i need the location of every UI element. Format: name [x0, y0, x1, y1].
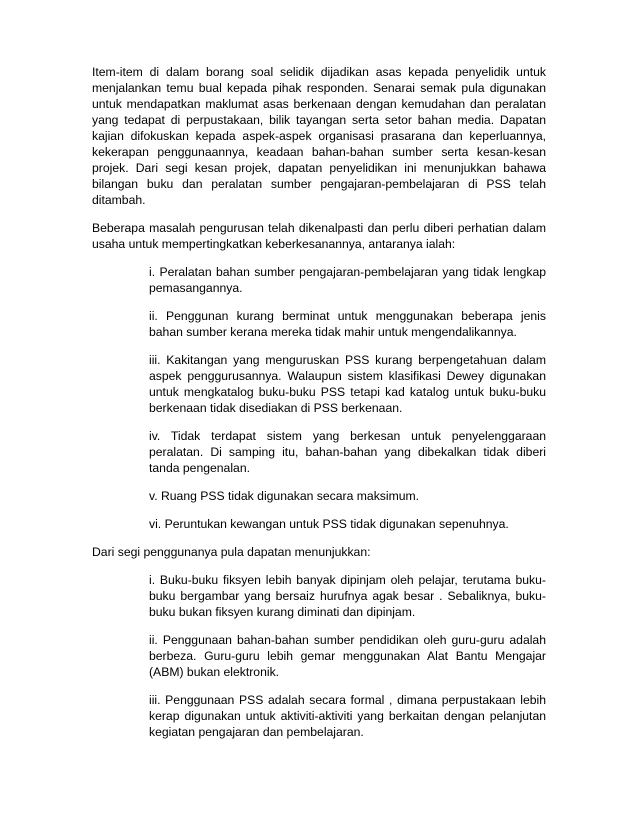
problem-item: iv. Tidak terdapat sistem yang berkesan untuk penyelenggaraan peralatan. Di samping itu, bahan-bahan yang dibekalkan tidak diberi tanda pengenalan. — [149, 429, 546, 475]
finding-item: ii. Penggunaan bahan-bahan sumber pendidikan oleh guru-guru adalah berbeza. Guru-guru lebih gemar menggunakan Alat Bantu Mengajar (ABM) bukan elektronik. — [149, 633, 546, 679]
problem-item: ii. Penggunan kurang berminat untuk menggunakan beberapa jenis bahan sumber kerana mereka tidak mahir untuk mengendalikannya. — [149, 309, 546, 339]
finding-item: iii. Penggunaan PSS adalah secara formal , dimana perpustakaan lebih kerap digunakan untuk aktiviti-aktiviti yang berkaitan dengan pelanjutan kegiatan pengajaran dan pembelajaran. — [149, 693, 546, 739]
findings-list — [92, 572, 546, 740]
problem-item: i. Peralatan bahan sumber pengajaran-pembelajaran yang tidak lengkap pemasangannya. — [149, 265, 546, 295]
problems-intro-paragraph: Beberapa masalah pengurusan telah dikenalpasti dan perlu diberi perhatian dalam usaha untuk mempertingkatkan keberkesanannya, antaranya ialah: — [92, 221, 546, 251]
findings-intro-paragraph: Dari segi penggunanya pula dapatan menunjukkan: — [92, 545, 371, 559]
problem-item: v. Ruang PSS tidak digunakan secara maksimum. — [149, 489, 420, 503]
problem-item: iii. Kakitangan yang menguruskan PSS kurang berpengetahuan dalam aspek penggurusannya. Walaupun sistem klasifikasi Dewey digunakan untuk mengkatalog buku-buku PSS tetapi kad katalog untuk buku-buku berkenaan tidak disediakan di PSS berkenaan. — [149, 353, 546, 415]
intro-paragraph: Item-item di dalam borang soal selidik dijadikan asas kepada penyelidik untuk menjalankan temu bual kepada pihak responden. Senarai semak pula digunakan untuk mendapatkan maklumat asas berkenaan dengan kemudahan dan peralatan yang tedapat di perpustakaan, bilik tayangan serta setor bahan media. Dapatan kajian difokuskan kepada aspek-aspek organisasi prasarana dan keperluannya, kekerapan penggunaannya, keadaan bahan-bahan sumber serta kesan-kesan projek. Dari segi kesan projek, dapatan penyelidikan ini menunjukkan bahawa bilangan buku dan peralatan sumber pengajaran-pembelajaran di PSS telah ditambah. — [92, 65, 546, 207]
finding-item: i. Buku-buku fiksyen lebih banyak dipinjam oleh pelajar, terutama buku-buku bergambar yang bersaiz hurufnya agak besar . Sebaliknya, buku-buku bukan fiksyen kurang diminati dan dipinjam. — [149, 573, 546, 619]
problems-list — [92, 264, 546, 532]
problem-item: vi. Peruntukan kewangan untuk PSS tidak digunakan sepenuhnya. — [149, 517, 509, 531]
